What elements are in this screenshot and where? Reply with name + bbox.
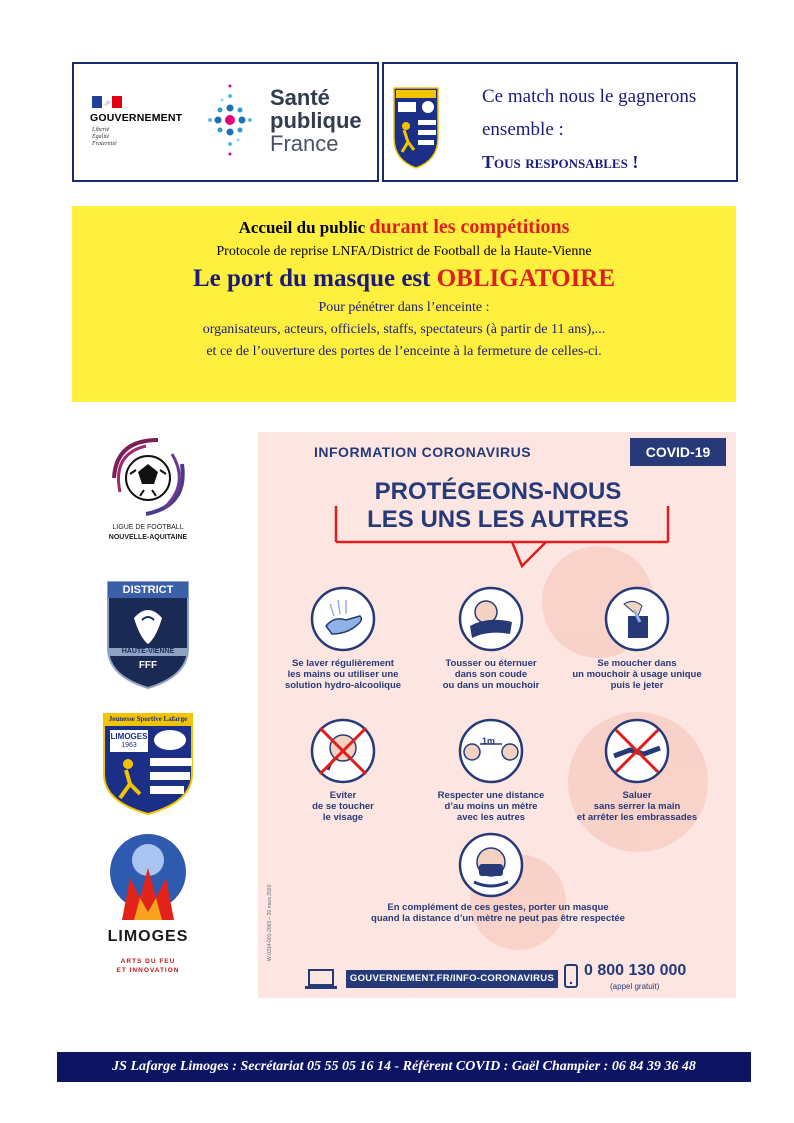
gesture-caption-3: Se moucher dans un mouchoir à usage unique puis le jeter bbox=[572, 658, 702, 691]
no-face-touch-icon bbox=[310, 718, 376, 784]
club-slogan-box bbox=[382, 62, 738, 182]
poster-heading: INFORMATION CORONAVIRUS bbox=[314, 444, 532, 460]
poster-title: PROTÉGEONS-NOUS LES UNS LES AUTRES bbox=[367, 478, 629, 533]
gesture-caption-5: Respecter une distance d’au moins un mètre avec les autres bbox=[437, 790, 545, 823]
poster-reference: W-0314-001-2003 – 20 mars 2020 bbox=[267, 884, 273, 961]
hotline-note: (appel gratuit) bbox=[610, 982, 660, 991]
flame-emblem-icon bbox=[104, 832, 192, 924]
gesture-caption-1: Se laver régulièrement les mains ou utiliser une solution hydro-alcoolique bbox=[284, 658, 402, 691]
cough-elbow-icon bbox=[458, 586, 524, 652]
js-lafarge-club-logo: Jeunesse Sportive Lafarge LIMOGES 1963 bbox=[102, 712, 194, 816]
sante-publique-dots-logo-icon bbox=[206, 74, 254, 166]
club-crest-icon bbox=[102, 712, 194, 816]
mask-mandatory-heading: Le port du masque est OBLIGATOIRE bbox=[192, 265, 616, 292]
district-haute-vienne-logo: DISTRICT HAUTE-VIENNE FFF bbox=[104, 578, 192, 690]
tissue-bin-icon bbox=[604, 586, 670, 652]
mask-note: En complément de ces gestes, porter un masque quand la distance d’un mètre ne peut pas être respectée bbox=[371, 902, 625, 924]
laptop-icon bbox=[304, 968, 338, 990]
info-url[interactable]: GOUVERNEMENT.FR/INFO-CORONAVIRUS bbox=[346, 970, 558, 988]
covid-badge: COVID-19 bbox=[630, 438, 726, 466]
republic-motto: Liberté Égalité Fraternité bbox=[92, 127, 117, 147]
marianne-flag-icon bbox=[92, 96, 122, 108]
slogan-text: Ce match nous le gagnerons ensemble : Tous responsables ! bbox=[482, 86, 697, 172]
sante-publique-france-wordmark: Santé publique France bbox=[270, 85, 362, 156]
js-lafarge-crest-icon bbox=[392, 86, 440, 170]
public-access-notice bbox=[72, 206, 736, 402]
notice-protocol: Protocole de reprise LNFA/District de Football de la Haute-Vienne bbox=[216, 244, 592, 259]
face-mask-icon bbox=[458, 832, 524, 898]
notice-title: Accueil du public durant les compétitions bbox=[238, 216, 570, 238]
ligue-nouvelle-aquitaine-logo: LIGUE DE FOOTBALL NOUVELLE-AQUITAINE bbox=[100, 432, 196, 552]
government-name: GOUVERNEMENT bbox=[90, 112, 183, 124]
gesture-caption-6: Saluer sans serrer la main et arrêter les embrassades bbox=[576, 790, 698, 823]
hotline-number: 0 800 130 000 bbox=[584, 962, 687, 979]
government-header-box bbox=[72, 62, 379, 182]
gesture-caption-4: Eviter de se toucher le visage bbox=[312, 790, 374, 823]
gesture-caption-2: Tousser ou éternuer dans son coude ou dans un mouchoir bbox=[442, 658, 540, 691]
hand-wash-icon bbox=[310, 586, 376, 652]
soccer-ball-swirl-icon bbox=[106, 434, 190, 520]
distance-icon bbox=[458, 718, 524, 784]
notice-details: Pour pénétrer dans l’enceinte : organisateurs, acteurs, officiels, staffs, spectateurs (à partir de 11 ans),... et ce de l’ouverture des portes de l’enceinte à la fermeture de celles-ci. bbox=[202, 300, 606, 359]
phone-icon bbox=[564, 964, 578, 988]
contact-footer: JS Lafarge Limoges : Secrétariat 05 55 05 16 14 - Référent COVID : Gaël Champier : 06 84 39 36 48 bbox=[57, 1052, 751, 1082]
covid-poster bbox=[258, 432, 736, 998]
limoges-city-logo: LIMOGES ARTS DU FEU ET INNOVATION bbox=[96, 832, 200, 984]
no-handshake-icon bbox=[604, 718, 670, 784]
distance-label: 1m bbox=[482, 736, 496, 746]
